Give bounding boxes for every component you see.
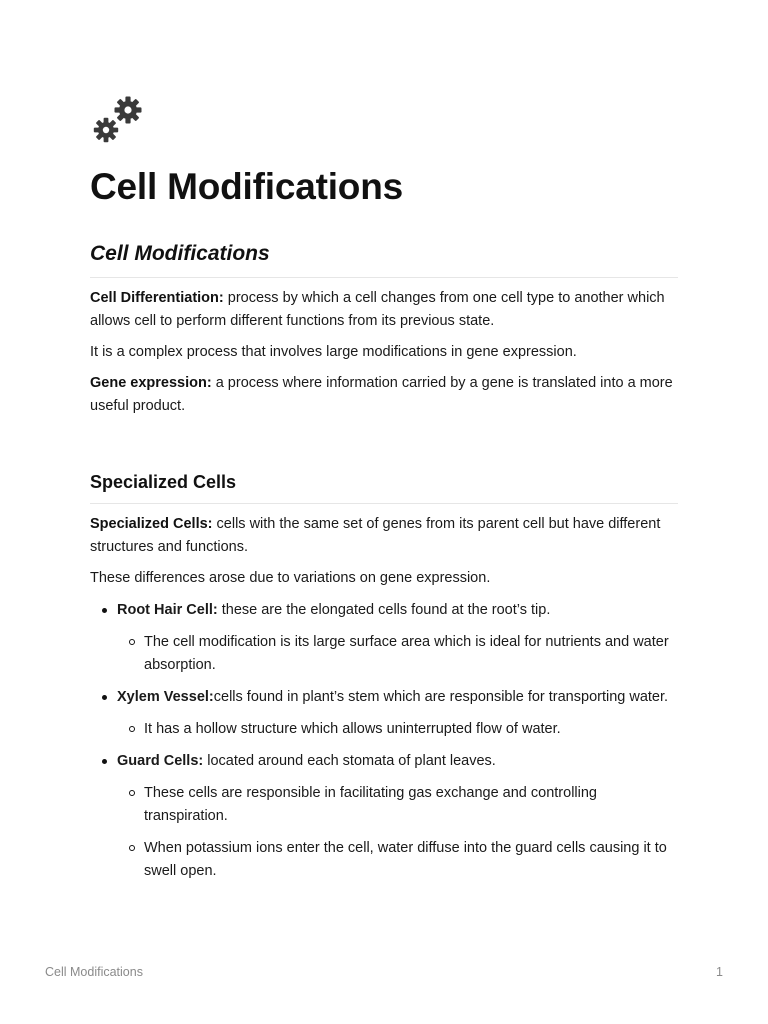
list-item-xylem-vessel xyxy=(90,686,678,741)
sub-item-text: These cells are responsible in facilitating gas exchange and controlling transpiration. xyxy=(144,785,597,824)
hollow-bullet-icon xyxy=(129,639,135,645)
definition-gene-expression xyxy=(90,372,678,418)
sub-list-item xyxy=(117,631,678,677)
page-number: 1 xyxy=(716,965,723,979)
sub-list xyxy=(117,718,678,741)
sub-list xyxy=(117,782,678,883)
list-item-guard-cells xyxy=(90,750,678,883)
term: Gene expression: xyxy=(90,375,212,391)
sub-list-item xyxy=(117,837,678,883)
sub-item-text: When potassium ions enter the cell, water diffuse into the guard cells causing it to swell open. xyxy=(144,840,667,879)
term: Specialized Cells: xyxy=(90,516,213,532)
hollow-bullet-icon xyxy=(129,790,135,796)
section-cell-modifications xyxy=(90,240,678,418)
gears-icon xyxy=(90,94,146,148)
sub-item-text: The cell modification is its large surface area which is ideal for nutrients and water absorption. xyxy=(144,634,669,673)
section-heading: Cell Modifications xyxy=(90,240,678,278)
document-body xyxy=(90,240,678,892)
definition-text: cells with the same set of genes from its parent cell but have different structures and functions. xyxy=(90,516,661,555)
hollow-bullet-icon xyxy=(129,845,135,851)
term: Cell Differentiation: xyxy=(90,290,224,306)
bullet-icon xyxy=(102,759,107,764)
cell-types-list xyxy=(90,599,678,883)
item-term: Xylem Vessel: xyxy=(117,689,214,705)
item-text: these are the elongated cells found at the root’s tip. xyxy=(217,602,551,618)
paragraph: These differences arose due to variations on gene expression. xyxy=(90,570,491,586)
definition-text: process by which a cell changes from one cell type to another which allows cell to perform different functions from its previous state. xyxy=(90,290,665,329)
sub-list-item xyxy=(117,782,678,828)
section-heading: Specialized Cells xyxy=(90,470,678,504)
list-item-root-hair-cell xyxy=(90,599,678,677)
definition-text: a process where information carried by a gene is translated into a more useful product. xyxy=(90,375,673,414)
hollow-bullet-icon xyxy=(129,726,135,732)
item-term: Root Hair Cell: xyxy=(117,602,218,618)
section-specialized-cells xyxy=(90,470,678,883)
page-title: Cell Modifications xyxy=(90,166,403,207)
sub-item-text: It has a hollow structure which allows uninterrupted flow of water. xyxy=(144,721,561,737)
paragraph: It is a complex process that involves large modifications in gene expression. xyxy=(90,344,577,360)
definition-cell-differentiation xyxy=(90,287,678,333)
item-text: cells found in plant’s stem which are responsible for transporting water. xyxy=(213,689,669,705)
sub-list xyxy=(117,631,678,677)
item-text: located around each stomata of plant leaves. xyxy=(203,753,496,769)
bullet-icon xyxy=(102,695,107,700)
footer-document-title: Cell Modifications xyxy=(45,965,143,979)
item-term: Guard Cells: xyxy=(117,753,204,769)
sub-list-item xyxy=(117,718,678,741)
definition-specialized-cells xyxy=(90,513,678,559)
bullet-icon xyxy=(102,608,107,613)
